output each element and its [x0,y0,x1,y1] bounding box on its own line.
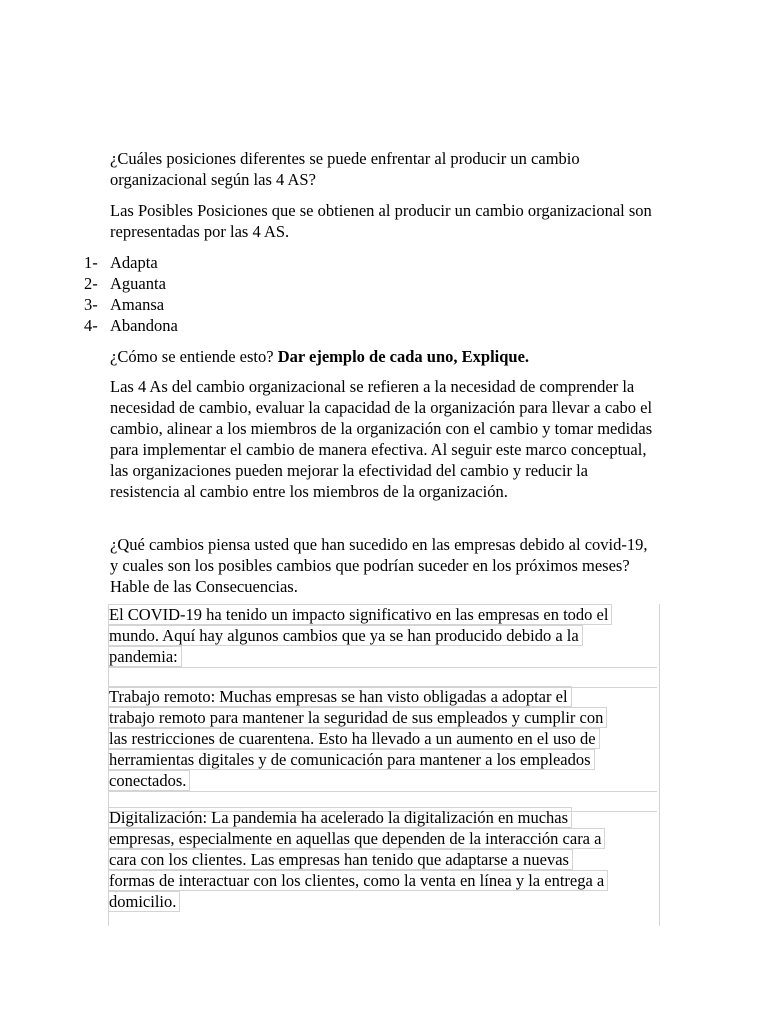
list-item-number: 4- [84,316,98,335]
list-item [84,252,178,273]
box-line: mundo. Aquí hay algunos cambios que ya se han producido debido a la [109,625,583,646]
box-line: conectados. [109,770,190,791]
question-positions: ¿Cuáles posiciones diferentes se puede enfrentar al producir un cambio organizacional según las 4 AS? [110,149,580,189]
box-line: empresas, especialmente en aquellas que dependen de la interacción cara a [109,828,605,849]
list-item-label: Adapta [110,253,158,272]
list-item [84,294,178,315]
box-line: Trabajo remoto: Muchas empresas se han visto obligadas a adoptar el [109,686,572,707]
question-covid: ¿Qué cambios piensa usted que han sucedido en las empresas debido al covid-19, y cuales son los posibles cambios que podrían suceder en los próximos meses? Hable de las Consecuencias. [110,535,648,596]
question-understand-bold: Dar ejemplo de cada uno, Explique. [277,347,530,366]
box-line: herramientas digitales y de comunicación para mantener a los empleados [109,749,595,770]
list-item [84,315,178,336]
box-blank-line [109,667,657,688]
question-understand-text: ¿Cómo se entiende esto? [110,347,278,366]
answer-positions: Las Posibles Posiciones que se obtienen al producir un cambio organizacional son representadas por las 4 AS. [110,201,652,241]
box-line: domicilio. [109,891,180,912]
list-item-label: Abandona [110,316,178,335]
box-line: El COVID-19 ha tenido un impacto significativo en las empresas en todo el [109,604,612,625]
box-line: las restricciones de cuarentena. Esto ha llevado a un aumento en el uso de [109,728,600,749]
box-line: trabajo remoto para mantener la seguridad de sus empleados y cumplir con [109,707,607,728]
list-item-label: Aguanta [110,274,166,293]
list-item-label: Amansa [110,295,165,314]
four-as-list [84,252,178,336]
list-item-number: 3- [84,295,98,314]
answer-four-as: Las 4 As del cambio organizacional se refieren a la necesidad de comprender la necesidad de cambio, evaluar la capacidad de la organización para llevar a cabo el cambio, alinear a los miembros de la organización con el cambio y tomar medidas para implementar el cambio de manera efectiva. Al seguir este marco conceptual, las organizaciones pueden mejorar la efectividad del cambio y reducir la resistencia al cambio entre los miembros de la organización. [110,377,653,501]
list-item-number: 1- [84,253,98,272]
list-item [84,273,178,294]
list-item-number: 2- [84,274,98,293]
box-line: Digitalización: La pandemia ha acelerado la digitalización en muchas [109,807,572,828]
box-line: cara con los clientes. Las empresas han tenido que adaptarse a nuevas [109,849,573,870]
question-understand [110,346,658,367]
box-line: pandemia: [109,646,182,667]
box-line: formas de interactuar con los clientes, como la venta en línea y la entrega a [109,870,608,891]
